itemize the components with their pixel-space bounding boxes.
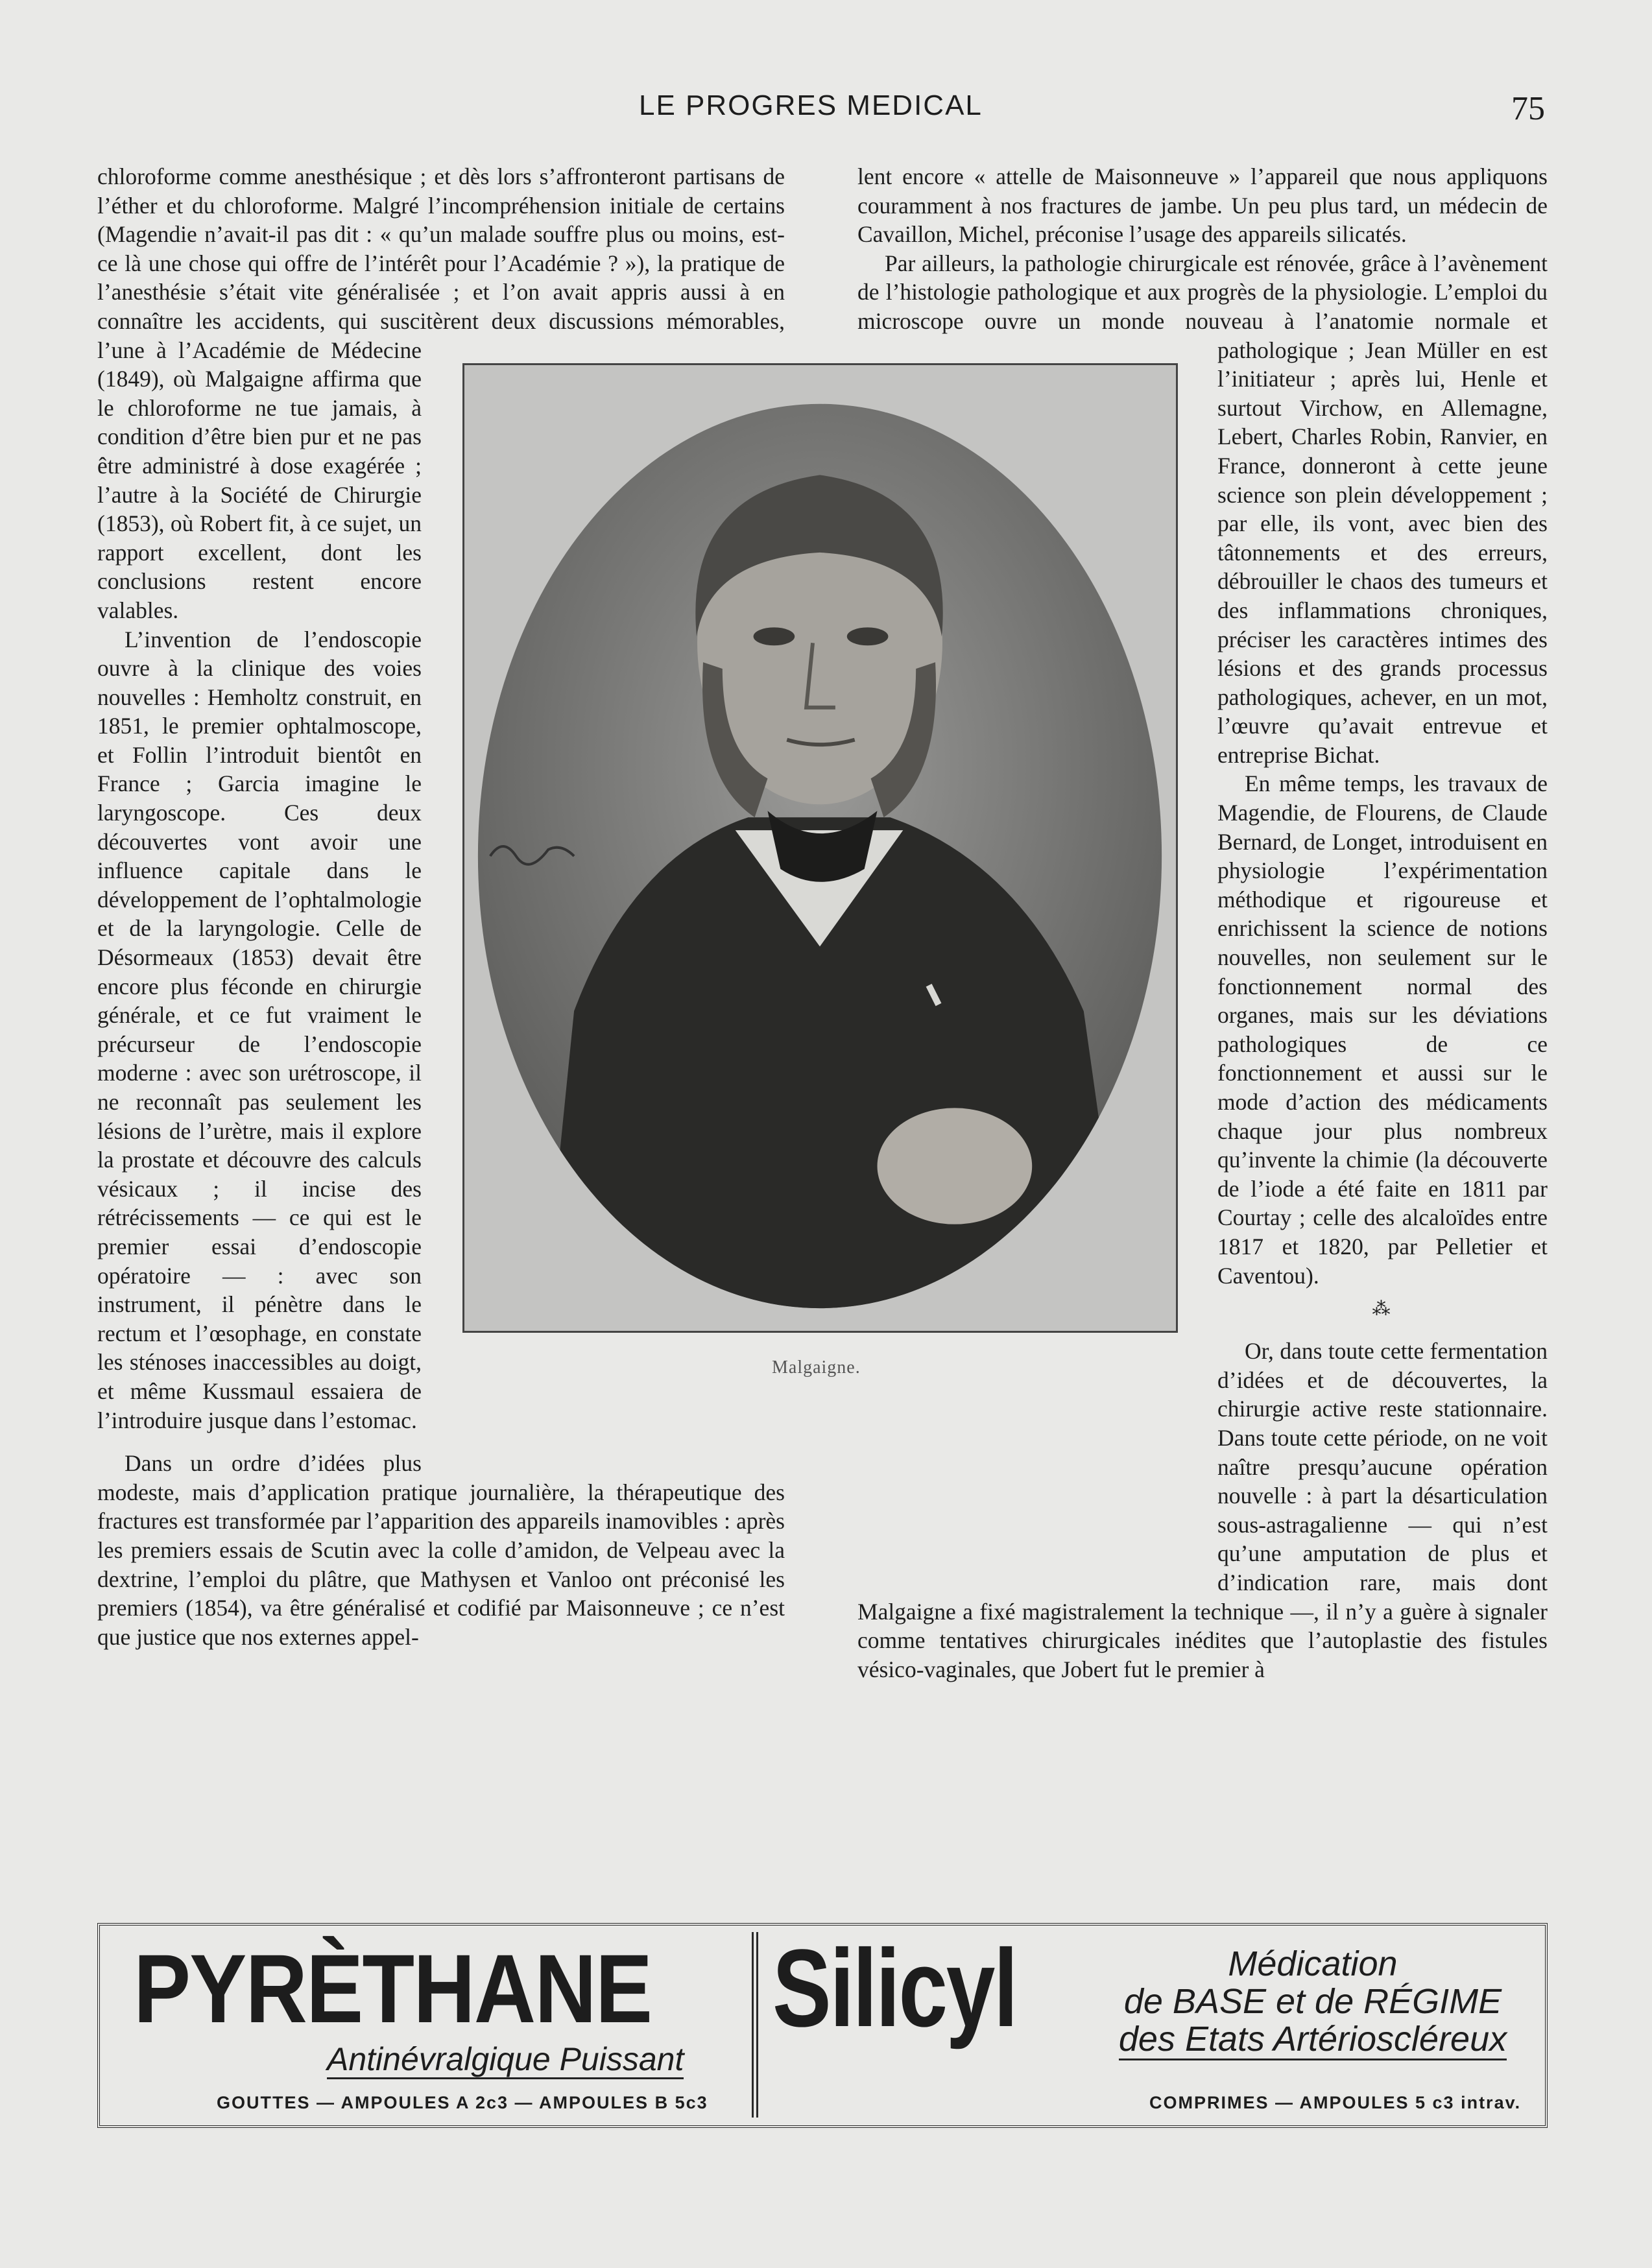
- portrait-engraving: [462, 363, 1178, 1333]
- page-number: 75: [1511, 90, 1545, 127]
- running-header: [0, 90, 1652, 128]
- ad-brand-silicyl: Silicyl: [772, 1927, 1017, 2050]
- left-paragraph-1: chloroforme comme anesthésique ; et dès lors s’affronteront partisans de l’éther et du chloroforme. Malgré l’incompréhension initiale de certains (Magendie n’avait-il pas dit : « qu’un malade souffre plus ou moins, est-ce là une chose qui offre de l’intérêt pour l’Académie ? »), la pratique de l’anesthésie s’était vite généralisée ; et l’on avait appris aussi à en connaître les accidents, qui suscitèrent deux discussions mémorables, l’une à l’Académie de Médecine (1849), où Malgaigne affirma que le chloroforme ne tue jamais, à condition d’être bien pur et ne pas être administré à dose exagérée ; l’autre à la Société de Chirurgie (1853), où Robert fit, à ce sujet, un rapport excellent, dont les conclusions restent encore valables.: [97, 163, 785, 623]
- ad-tagline-pyrethane: Antinévralgique Puissant: [327, 2041, 684, 2079]
- ad-brand-pyrethane: PYRÈTHANE: [134, 1934, 652, 2043]
- right-paragraph-4: Or, dans toute cette fermentation d’idées et de découvertes, la chirurgie active reste stationnaire. Dans toute cette période, on ne voit naître presqu’aucune opération nouvelle : à part la désarticulation sous-astragalienne — qui n’est qu’une amputation de plus et d’indication rare, mais dont Malgaigne a fixé magistralement la technique —, il n’y a guère à signaler comme tentatives chirurgicales inédites que l’autoplastie des fistules vésico-vaginales, que Jobert fut le premier à: [857, 1338, 1548, 1682]
- ad-description-silicyl: [1086, 1945, 1540, 2058]
- right-paragraph-3: En même temps, les travaux de Magendie, de Flourens, de Claude Bernard, de Longet, introduisent en physiologie l’expérimentation méthodique et rigoureuse et enrichissent la science de notions nouvelles, non seulement sur le fonctionnement normal des organes, mais sur les déviations pathologiques de ce fonctionnement et aussi sur le mode d’action des médicaments chaque jour plus nombreux qu’invente la chimie (la découverte de l’iode a été faite en 1811 par Courtay ; celle des alcaloïdes entre 1817 et 1820, par Pelletier et Caventou).: [1217, 770, 1548, 1289]
- ad-silicyl-line-1: Médication: [1228, 1944, 1398, 1983]
- portrait-caption: Malgaigne.: [772, 1357, 861, 1378]
- portrait-image: [464, 365, 1176, 1331]
- ad-footer-silicyl: COMPRIMES — AMPOULES 5 c3 intrav.: [1149, 2093, 1522, 2112]
- advertisement-banner: [97, 1923, 1548, 2128]
- section-separator: ⁂: [1372, 1299, 1393, 1320]
- left-paragraph-3: Dans un ordre d’idées plus modeste, mais d’application pratique journalière, la thérapeutique des fractures est transformée par l’apparition des appareils inamovibles : après les premiers essais de Scutin avec la colle d’amidon, de Velpeau avec la dextrine, l’emploi du plâtre, que Mathysen et Vanloo ont préconisé les premiers (1854), va être généralisé et codifié par Maisonneuve ; ce n’est que justice que nos externes appel-: [97, 1450, 785, 1650]
- ad-footer-pyrethane: GOUTTES — AMPOULES A 2c3 — AMPOULES B 5c3: [217, 2093, 708, 2112]
- right-paragraph-2: Par ailleurs, la pathologie chirurgicale est rénovée, grâce à l’avènement de l’histologie pathologique et aux progrès de la physiologie. L’emploi du microscope ouvre un monde nouveau à l’anatomie normale et pathologique ; Jean Müller en est l’initiateur ; après lui, Henle et surtout Virchow, en Allemagne, Lebert, Charles Robin, Ranvier, en France, donneront à cette jeune science son plein développement ; par elle, ils vont, avec bien des tâtonnements et des erreurs, débrouiller le chaos des tumeurs et des inflammations chroniques, préciser les caractères intimes des lésions et des grands processus pathologiques, achever, en un mot, l’œuvre qu’avait entrevue et entreprise Bichat.: [857, 250, 1548, 768]
- ad-silicyl-line-3: des Etats Artérioscléreux: [1119, 2020, 1507, 2060]
- ad-divider: [752, 1932, 758, 2118]
- left-paragraph-2: L’invention de l’endoscopie ouvre à la clinique des voies nouvelles : Hemholtz construit, en 1851, le premier ophtalmoscope, et Follin l’introduit bientôt en France ; Garcia imagine le laryngoscope. Ces deux découvertes vont avoir une influence capitale dans le développement de l’ophtalmologie et de la laryngologie. Celle de Désormeaux (1853) devait être encore plus féconde en chirurgie générale, et ce fut vraiment le précurseur de l’endoscopie moderne : avec son urétroscope, il ne reconnaît pas seulement les lésions de l’urètre, mais il explore la prostate et découvre des calculs vésicaux ; il incise des rétrécissements — ce qui est le premier essai d’endoscopie opératoire — : avec son instrument, il pénètre dans le rectum et l’œsophage, en constate les sténoses inaccessibles au doigt, et même Kussmaul essaiera de l’introduire jusque dans l’estomac.: [97, 626, 422, 1433]
- ad-silicyl-line-2: de BASE et de RÉGIME: [1123, 1982, 1502, 2021]
- right-paragraph-1: lent encore « attelle de Maisonneuve » l’appareil que nous appliquons couramment à nos fractures de jambe. Un peu plus tard, un médecin de Cavaillon, Michel, préconise l’usage des appareils silicatés.: [857, 163, 1548, 248]
- journal-title: LE PROGRES MEDICAL: [639, 90, 983, 121]
